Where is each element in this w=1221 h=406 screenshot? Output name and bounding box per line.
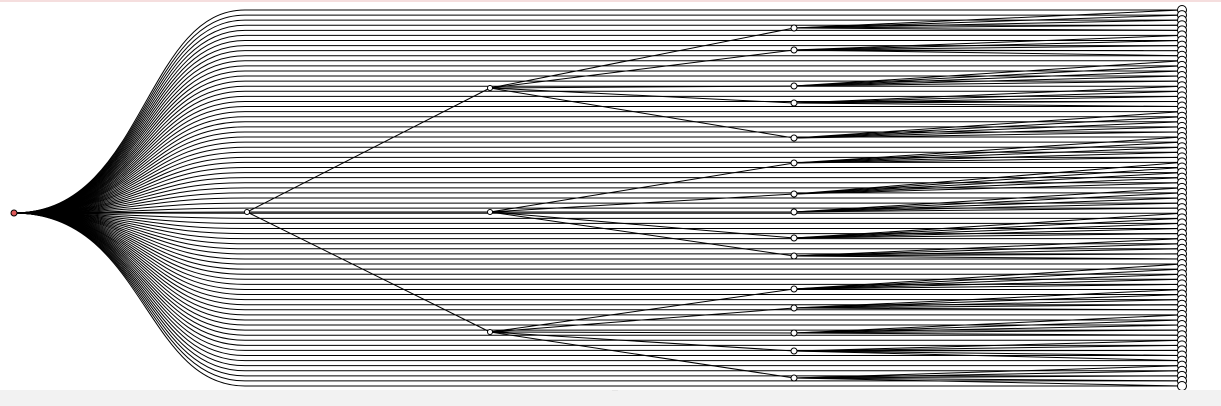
level3-node [791, 209, 797, 215]
root-to-leaf-link [14, 168, 1182, 213]
level2-to-level3-link [490, 332, 794, 333]
level3-to-leaf-link [794, 86, 1182, 103]
leaf-node [1178, 382, 1187, 391]
level3-to-leaf-link [794, 183, 1182, 194]
top-strip [0, 0, 1221, 2]
level3-to-leaf-link [794, 168, 1182, 194]
level3-node [791, 100, 797, 106]
level3-to-leaf-link [794, 351, 1182, 356]
level2-node [488, 330, 493, 335]
root-to-leaf-link [14, 213, 1182, 239]
scroll-marker [612, 390, 618, 391]
root-to-leaf-link [14, 213, 1182, 218]
level1-to-level2-link [247, 212, 490, 332]
level3-node [791, 160, 797, 166]
level3-node [791, 135, 797, 141]
tree-links [14, 10, 1182, 386]
level3-to-leaf-link [794, 103, 1182, 107]
level3-node [791, 330, 797, 336]
level3-node [791, 348, 797, 354]
level3-node [791, 375, 797, 381]
level3-node [791, 305, 797, 311]
level3-to-leaf-link [794, 350, 1182, 351]
level1-node [245, 210, 250, 215]
bottom-scroll-area [0, 390, 1221, 406]
level3-to-leaf-link [794, 203, 1182, 212]
level2-node [488, 86, 493, 91]
level3-node [791, 47, 797, 53]
level3-to-leaf-link [794, 122, 1182, 138]
level3-node [791, 25, 797, 31]
level2-to-level3-link [490, 289, 794, 332]
root-to-leaf-link [14, 213, 1182, 340]
level3-node [791, 191, 797, 197]
level2-node [488, 210, 493, 215]
level3-to-leaf-link [794, 173, 1182, 194]
level2-to-level3-link [490, 28, 794, 88]
level3-node [791, 235, 797, 241]
level3-node [791, 253, 797, 259]
level3-node [791, 286, 797, 292]
root-to-leaf-link [14, 213, 1182, 371]
level3-to-leaf-link [794, 112, 1182, 138]
level3-node [791, 83, 797, 89]
root-node [11, 210, 17, 216]
